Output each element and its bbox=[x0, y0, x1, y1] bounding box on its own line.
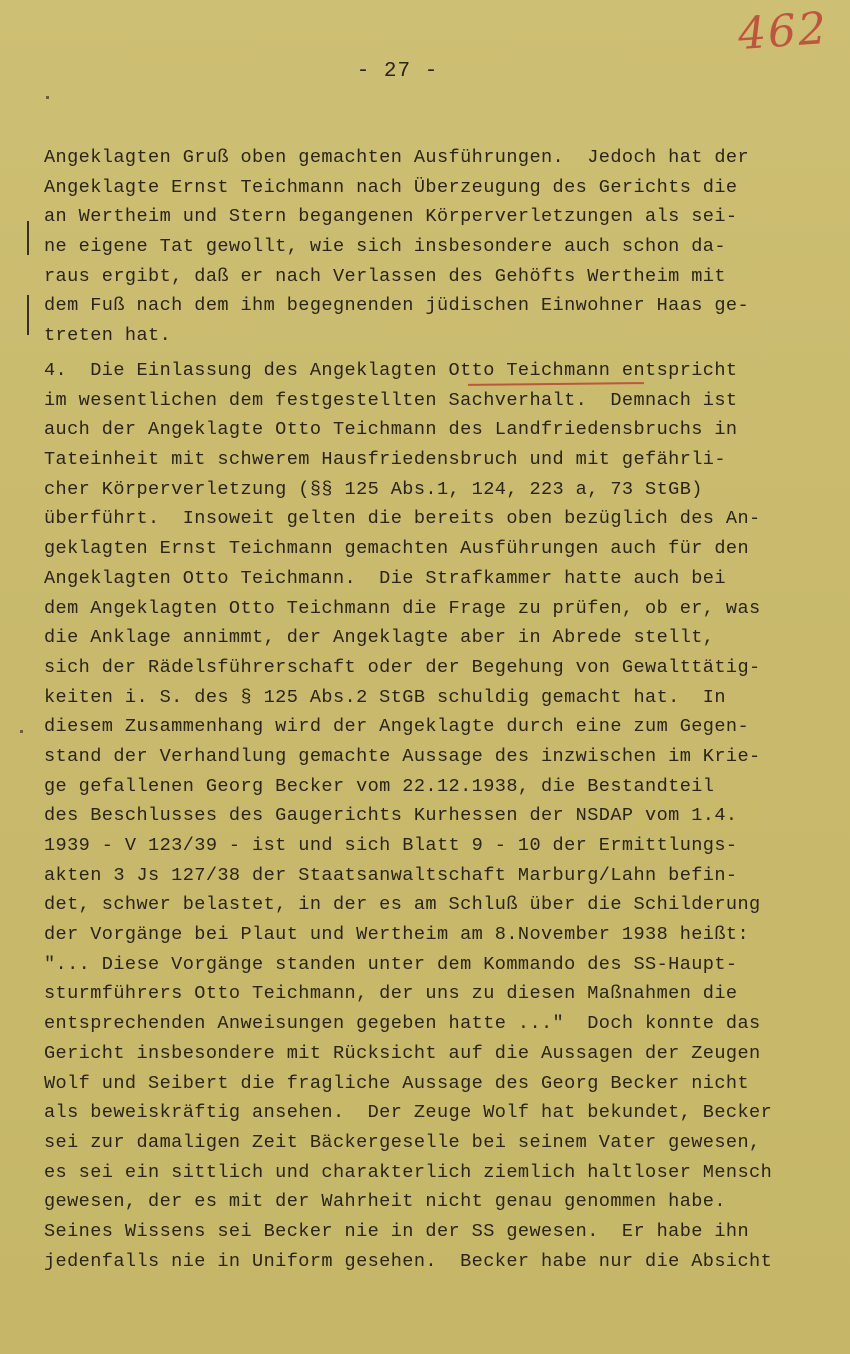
margin-mark bbox=[27, 221, 29, 255]
paragraph-4 bbox=[44, 356, 844, 1276]
text-line: Wolf und Seibert die fragliche Aussage des Georg Becker nicht bbox=[44, 1072, 750, 1094]
text-line: akten 3 Js 127/38 der Staatsanwaltschaft Marburg/Lahn befin- bbox=[44, 864, 738, 886]
text-line: Seines Wissens sei Becker nie in der SS gewesen. Er habe ihn bbox=[44, 1220, 750, 1242]
text-line: cher Körperverletzung (§§ 125 Abs.1, 124, 223 a, 73 StGB) bbox=[44, 478, 703, 500]
text-line: Tateinheit mit schwerem Hausfriedensbruch und mit gefährli- bbox=[44, 449, 726, 471]
text-line: sich der Rädelsführerschaft oder der Begehung von Gewalttätig- bbox=[44, 656, 761, 678]
text-line: ne eigene Tat gewollt, wie sich insbesondere auch schon da- bbox=[44, 236, 726, 258]
text-line: raus ergibt, daß er nach Verlassen des Gehöfts Wertheim mit bbox=[44, 265, 726, 287]
archive-number-annotation: 462 bbox=[736, 2, 830, 61]
text-line: auch der Angeklagte Otto Teichmann des Landfriedensbruchs in bbox=[44, 419, 738, 441]
text-line: es sei ein sittlich und charakterlich ziemlich haltloser Mensch bbox=[44, 1161, 773, 1183]
margin-mark bbox=[27, 295, 29, 335]
text-line: Angeklagten Gruß oben gemachten Ausführungen. Jedoch hat der bbox=[44, 147, 750, 168]
text-line: der Vorgänge bei Plaut und Wertheim am 8.November 1938 heißt: bbox=[44, 924, 750, 946]
text-line: stand der Verhandlung gemachte Aussage des inzwischen im Krie- bbox=[44, 745, 761, 767]
text-line: sturmführers Otto Teichmann, der uns zu diesen Maßnahmen die bbox=[44, 983, 738, 1005]
paper-speck bbox=[46, 96, 49, 99]
paragraph-continuation bbox=[44, 143, 844, 351]
text-line: Angeklagte Ernst Teichmann nach Überzeugung des Gerichts die bbox=[44, 176, 738, 198]
text-line: als beweiskräftig ansehen. Der Zeuge Wolf hat bekundet, Becker bbox=[44, 1102, 773, 1124]
text-line: Gericht insbesondere mit Rücksicht auf die Aussagen der Zeugen bbox=[44, 1042, 761, 1064]
text-line: jedenfalls nie in Uniform gesehen. Becker habe nur die Absicht bbox=[44, 1250, 773, 1272]
text-line: dem Fuß nach dem ihm begegnenden jüdischen Einwohner Haas ge- bbox=[44, 295, 750, 317]
text-line: die Anklage annimmt, der Angeklagte aber in Abrede stellt, bbox=[44, 627, 715, 649]
text-line: entsprechenden Anweisungen gegeben hatte ..." Doch konnte das bbox=[44, 1013, 761, 1035]
text-line: dem Angeklagten Otto Teichmann die Frage zu prüfen, ob er, was bbox=[44, 597, 761, 619]
text-line: 4. Die Einlassung des Angeklagten Otto Teichmann entspricht bbox=[44, 360, 738, 381]
text-line: keiten i. S. des § 125 Abs.2 StGB schuldig gemacht hat. In bbox=[44, 686, 726, 708]
text-line: sei zur damaligen Zeit Bäckergeselle bei seinem Vater gewesen, bbox=[44, 1131, 761, 1153]
text-line: det, schwer belastet, in der es am Schluß über die Schilderung bbox=[44, 894, 761, 916]
text-line: Angeklagten Otto Teichmann. Die Strafkammer hatte auch bei bbox=[44, 567, 726, 589]
text-line: 1939 - V 123/39 - ist und sich Blatt 9 - 10 der Ermittlungs- bbox=[44, 835, 738, 856]
text-line: geklagten Ernst Teichmann gemachten Ausführungen auch für den bbox=[44, 538, 750, 560]
text-line: an Wertheim und Stern begangenen Körperverletzungen als sei- bbox=[44, 206, 738, 228]
text-line: überführt. Insoweit gelten die bereits oben bezüglich des An- bbox=[44, 508, 761, 530]
paper-speck bbox=[20, 730, 23, 733]
text-line: treten hat. bbox=[44, 325, 172, 347]
text-line: gewesen, der es mit der Wahrheit nicht genau genommen habe. bbox=[44, 1191, 726, 1213]
text-line: "... Diese Vorgänge standen unter dem Kommando des SS-Haupt- bbox=[44, 953, 738, 975]
text-line: im wesentlichen dem festgestellten Sachverhalt. Demnach ist bbox=[44, 389, 738, 411]
text-line: ge gefallenen Georg Becker vom 22.12.1938, die Bestandteil bbox=[44, 775, 715, 797]
page-number: - 27 - bbox=[356, 60, 439, 83]
text-line: des Beschlusses des Gaugerichts Kurhessen der NSDAP vom 1.4. bbox=[44, 805, 738, 827]
text-line: diesem Zusammenhang wird der Angeklagte durch eine zum Gegen- bbox=[44, 716, 750, 738]
